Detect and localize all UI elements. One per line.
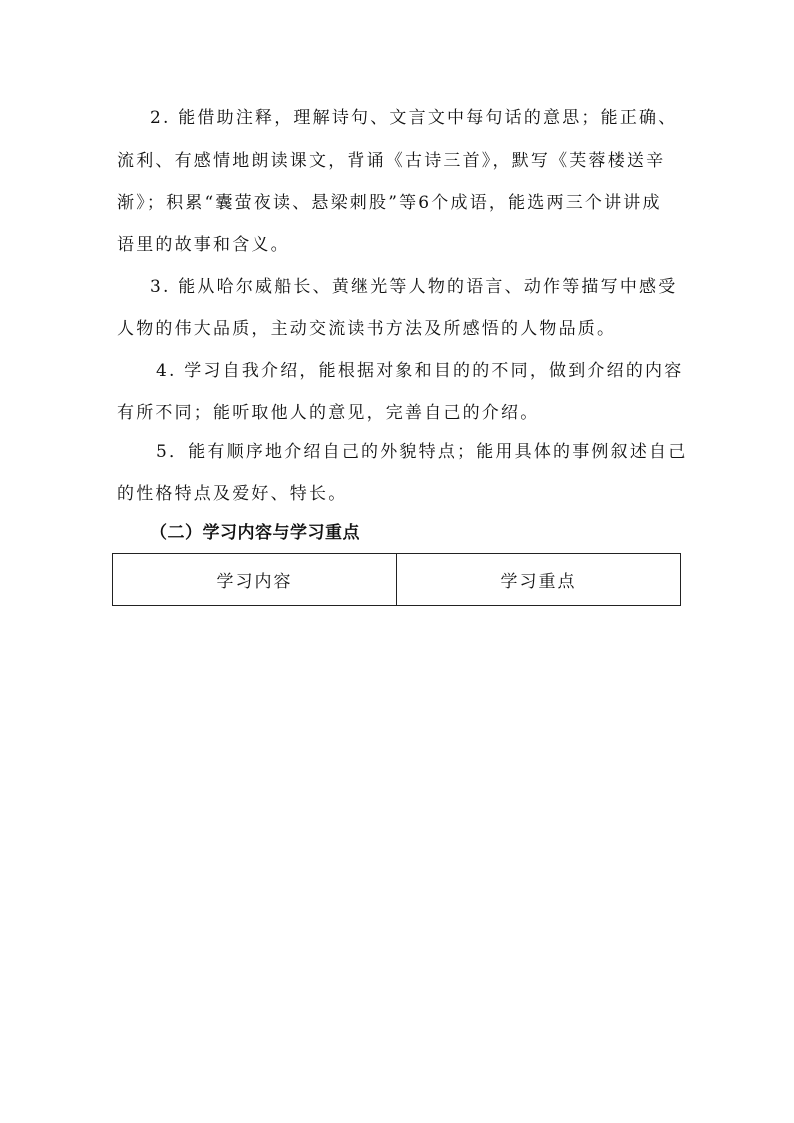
table-header-row bbox=[113, 554, 681, 606]
content-table bbox=[112, 553, 681, 606]
objective-3-line-2: 人物的伟大品质，主动交流读书方法及所感悟的人物品质。 bbox=[117, 319, 617, 339]
section-heading: （二）学习内容与学习重点 bbox=[150, 523, 360, 543]
objective-5-line-2: 的性格特点及爱好、特长。 bbox=[117, 484, 348, 504]
objective-2-line-3: 渐》；积累“囊萤夜读、悬梁刺股”等6个成语，能选两三个讲讲成 bbox=[117, 193, 662, 213]
table-header-focus: 学习重点 bbox=[397, 554, 681, 606]
objective-5-line-1: 5．能有顺序地介绍自己的外貌特点；能用具体的事例叙述自己 bbox=[156, 442, 688, 462]
objective-2-line-2: 流利、有感情地朗读课文，背诵《古诗三首》，默写《芙蓉楼送辛 bbox=[117, 151, 666, 171]
objective-3-line-1: 3. 能从哈尔威船长、黄继光等人物的语言、动作等描写中感受 bbox=[150, 277, 678, 297]
table-header-content: 学习内容 bbox=[113, 554, 397, 606]
objective-2-line-4: 语里的故事和含义。 bbox=[117, 235, 290, 255]
objective-4-line-2: 有所不同；能听取他人的意见，完善自己的介绍。 bbox=[117, 403, 540, 423]
objective-4-line-1: 4. 学习自我介绍，能根据对象和目的的不同，做到介绍的内容 bbox=[156, 361, 684, 381]
objective-2-line-1: 2. 能借助注释，理解诗句、文言文中每句话的意思；能正确、 bbox=[150, 108, 678, 128]
